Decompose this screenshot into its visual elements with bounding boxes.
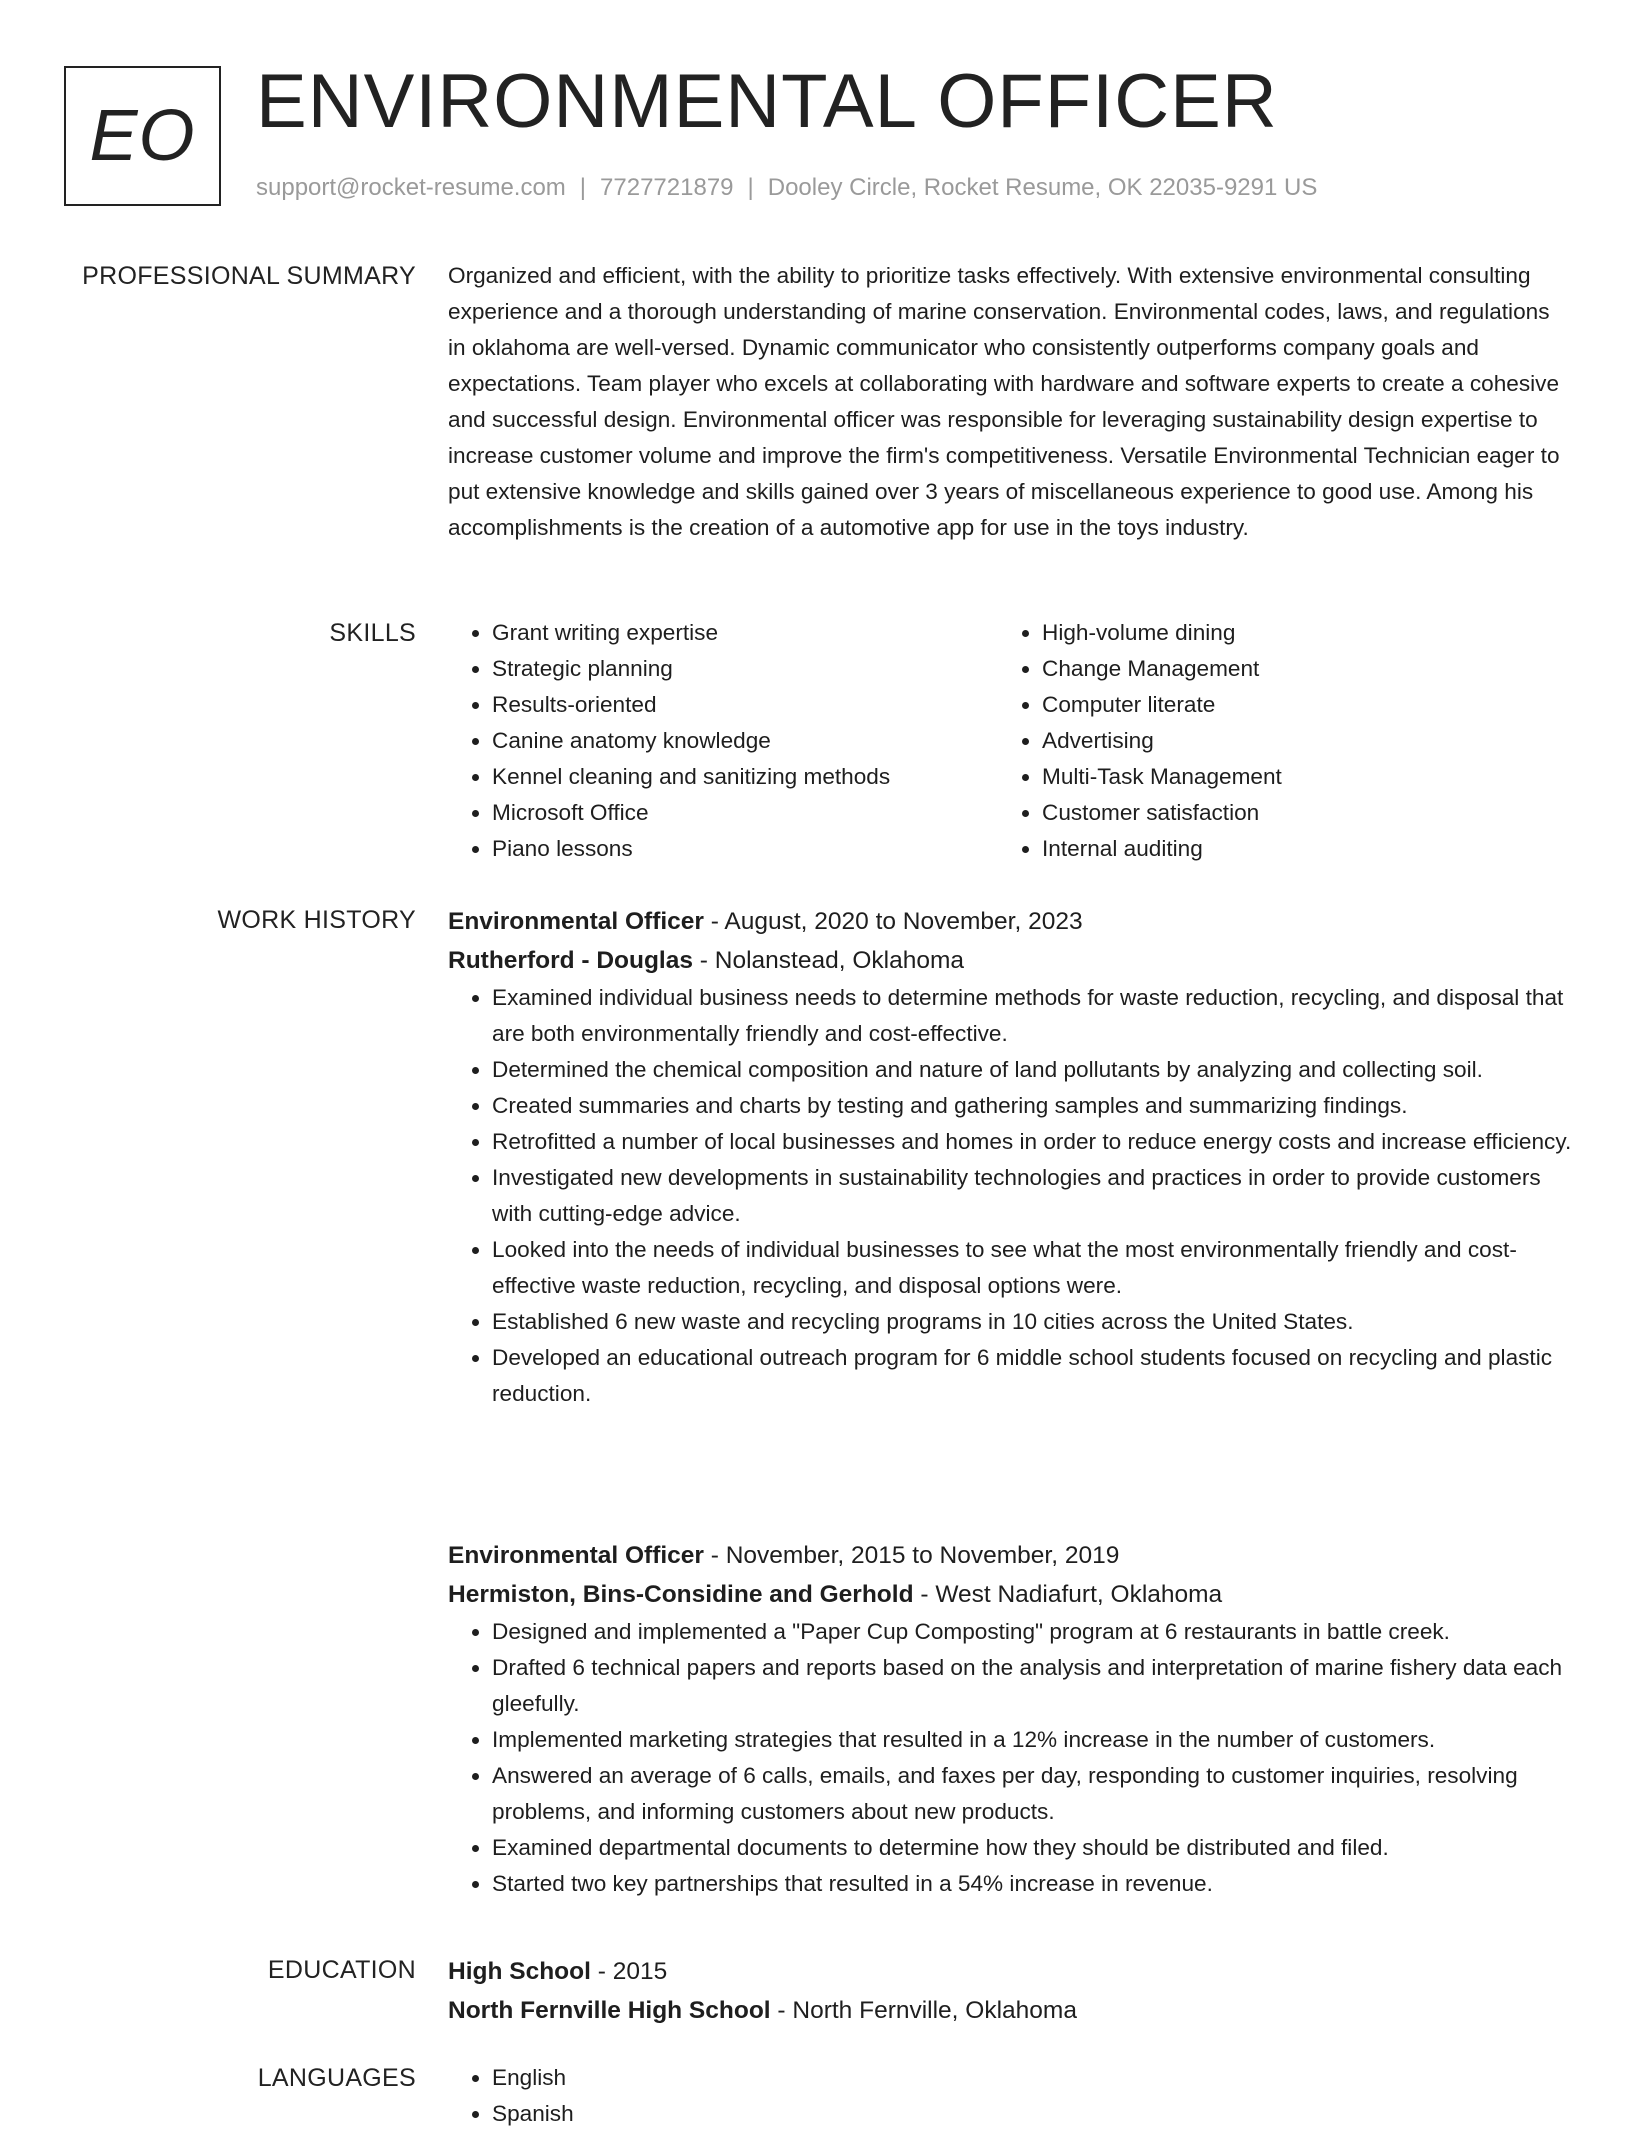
section-heading-skills: SKILLS <box>329 619 416 647</box>
section-heading-summary: PROFESSIONAL SUMMARY <box>82 262 416 290</box>
languages-body <box>448 2060 1572 2132</box>
job-bullet: • Implemented marketing strategies that resulted in a 12% increase in the number of customers. <box>492 1722 1572 1758</box>
skill-item: • Customer satisfaction <box>1042 795 1548 831</box>
skill-item: • Results-oriented <box>492 687 998 723</box>
skill-item: • Strategic planning <box>492 651 998 687</box>
summary-body <box>448 258 1572 546</box>
job-location: - West Nadiafurt, Oklahoma <box>913 1581 1223 1608</box>
skill-item: • Computer literate <box>1042 687 1548 723</box>
skill-item: • Microsoft Office <box>492 795 998 831</box>
language-item: • English <box>492 2060 1572 2096</box>
job-bullet: • Determined the chemical composition and nature of land pollutants by analyzing and collecting soil. <box>492 1052 1572 1088</box>
monogram-text: EO <box>89 96 196 176</box>
skills-list-left <box>448 615 998 867</box>
job-bullet: • Looked into the needs of individual businesses to see what the most environmentally friendly and cost-effective waste reduction, recycling, and disposal options were. <box>492 1232 1572 1304</box>
job-title: Environmental Officer <box>448 908 704 935</box>
job-bullet: • Developed an educational outreach program for 6 middle school students focused on recycling and plastic reduction. <box>492 1340 1572 1412</box>
education-school: North Fernville High School <box>448 1997 771 2024</box>
job-title-line <box>448 902 1572 941</box>
job-bullet: • Retrofitted a number of local businesses and homes in order to reduce energy costs and increase efficiency. <box>492 1124 1572 1160</box>
job-title-line <box>448 1536 1572 1575</box>
contact-address: Dooley Circle, Rocket Resume, OK 22035-9291 US <box>767 174 1318 201</box>
skills-grid <box>448 615 1572 867</box>
education-degree: High School <box>448 1958 591 1985</box>
skill-item: • Canine anatomy knowledge <box>492 723 998 759</box>
skill-item: • Internal auditing <box>1042 831 1548 867</box>
languages-list <box>448 2060 1572 2132</box>
resume-title: ENVIRONMENTAL OFFICER <box>256 59 1278 144</box>
contact-line <box>256 174 1317 202</box>
job-dates: - August, 2020 to November, 2023 <box>703 908 1083 935</box>
job-bullet: • Drafted 6 technical papers and reports based on the analysis and interpretation of marine fishery data each gleefully. <box>492 1650 1572 1722</box>
job-bullet: • Designed and implemented a "Paper Cup Composting" program at 6 restaurants in battle creek. <box>492 1614 1572 1650</box>
job-company-line <box>448 1575 1572 1614</box>
skill-item: • High-volume dining <box>1042 615 1548 651</box>
job-bullet: • Created summaries and charts by testing and gathering samples and summarizing findings. <box>492 1088 1572 1124</box>
job-bullet-list <box>448 1614 1572 1902</box>
skill-item: • Advertising <box>1042 723 1548 759</box>
skills-list-right <box>998 615 1548 867</box>
monogram-badge <box>64 66 221 206</box>
skill-item: • Change Management <box>1042 651 1548 687</box>
summary-text: Organized and efficient, with the ability to prioritize tasks effectively. With extensive environmental consulting experience and a thorough understanding of marine conservation. Environmental codes, laws, and regulations in oklahoma are well-versed. Dynamic communicator who consistently outperforms company goals and expectations. Team player who excels at collaborating with hardware and software experts to create a cohesive and successful design. Environmental officer was responsible for leveraging sustainability design expertise to increase customer volume and improve the firm's competitiveness. Versatile Environmental Technician eager to put extensive knowledge and skills gained over 3 years of miscellaneous experience to good use. Among his accomplishments is the creation of a automotive app for use in the toys industry. <box>448 263 1560 540</box>
job-bullet: • Examined departmental documents to determine how they should be distributed and filed. <box>492 1830 1572 1866</box>
contact-email: support@rocket-resume.com <box>256 174 566 201</box>
job-bullet: • Answered an average of 6 calls, emails, and faxes per day, responding to customer inquiries, resolving problems, and informing customers about new products. <box>492 1758 1572 1830</box>
job-bullet: • Examined individual business needs to determine methods for waste reduction, recycling, and disposal that are both environmentally friendly and cost-effective. <box>492 980 1572 1052</box>
education-location: - North Fernville, Oklahoma <box>770 1997 1077 2024</box>
work-history-body <box>448 902 1572 1412</box>
skill-item: • Multi-Task Management <box>1042 759 1548 795</box>
job-title: Environmental Officer <box>448 1542 704 1569</box>
contact-separator: | <box>579 174 587 201</box>
contact-phone: 7727721879 <box>600 174 734 201</box>
education-school-line <box>448 1991 1572 2030</box>
job-bullet: • Investigated new developments in sustainability technologies and practices in order to provide customers with cutting-edge advice. <box>492 1160 1572 1232</box>
job-bullet: • Established 6 new waste and recycling programs in 10 cities across the United States. <box>492 1304 1572 1340</box>
skill-item: • Kennel cleaning and sanitizing methods <box>492 759 998 795</box>
job-company: Rutherford - Douglas <box>448 947 693 974</box>
job-dates: - November, 2015 to November, 2019 <box>703 1542 1120 1569</box>
education-degree-line <box>448 1952 1572 1991</box>
section-heading-education: EDUCATION <box>267 1956 416 1984</box>
job-location: - Nolanstead, Oklahoma <box>693 947 964 974</box>
language-item: • Spanish <box>492 2096 1572 2132</box>
skill-item: • Piano lessons <box>492 831 998 867</box>
job-bullet: • Started two key partnerships that resulted in a 54% increase in revenue. <box>492 1866 1572 1902</box>
education-year: - 2015 <box>590 1958 668 1985</box>
contact-separator: | <box>747 174 754 201</box>
work-history-body-2 <box>448 1536 1572 1902</box>
education-body <box>448 1952 1572 2030</box>
job-bullet-list <box>448 980 1572 1412</box>
job-entry <box>448 1536 1572 1902</box>
job-entry <box>448 902 1572 1412</box>
job-company-line <box>448 941 1572 980</box>
job-company: Hermiston, Bins-Considine and Gerhold <box>448 1581 914 1608</box>
skills-body <box>448 615 1572 867</box>
section-heading-work-history: WORK HISTORY <box>217 906 416 934</box>
section-heading-languages: LANGUAGES <box>257 2064 416 2092</box>
skill-item: • Grant writing expertise <box>492 615 998 651</box>
